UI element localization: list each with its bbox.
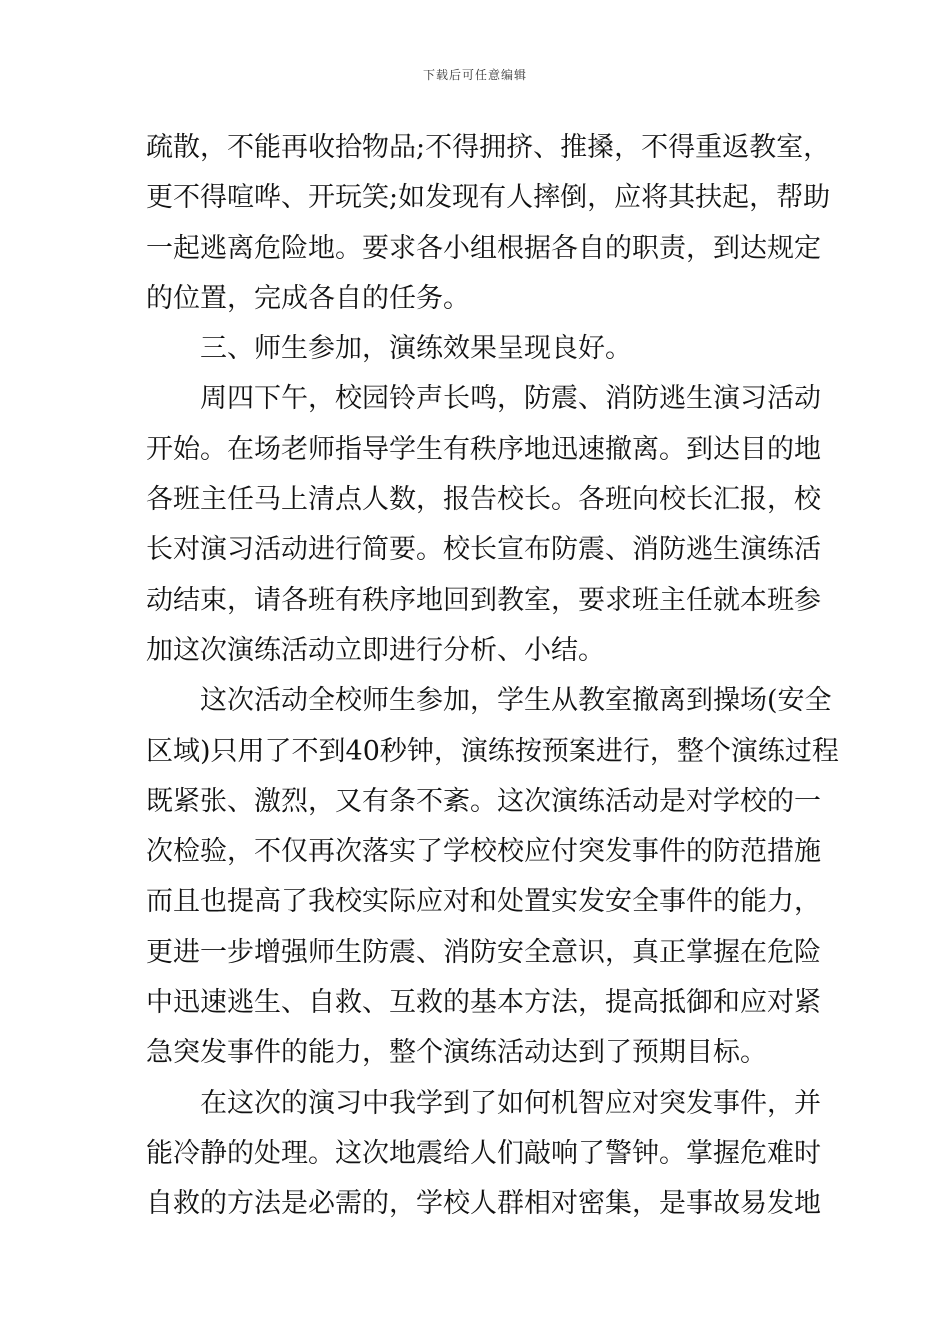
text-line-22: 自救的方法是必需的，学校人群相对密集，是事故易发地	[146, 1188, 821, 1220]
text-line-8: 各班主任马上清点人数，报告校长。各班向校长汇报，校	[146, 484, 821, 516]
text-line-21: 能冷静的处理。这次地震给人们敲响了警钟。掌握危难时	[146, 1137, 821, 1169]
text-line-16: 而且也提高了我校实际应对和处置实发安全事件的能力，	[146, 886, 821, 918]
text-line-1: 疏散，不能再收拾物品;不得拥挤、推搡，不得重返教室，	[146, 132, 831, 163]
text-line-11: 加这次演练活动立即进行分析、小结。	[146, 634, 605, 666]
text-line-6: 周四下午，校园铃声长鸣，防震、消防逃生演习活动	[200, 383, 821, 415]
text-line-18: 中迅速逃生、自救、互救的基本方法，提高抵御和应对紧	[146, 987, 821, 1019]
text-line-3: 一起逃离危险地。要求各小组根据各自的职责，到达规定	[146, 232, 821, 264]
text-line-2: 更不得喧哗、开玩笑;如发现有人摔倒，应将其扶起，帮助	[146, 182, 831, 214]
page-header-note: 下载后可任意编辑	[422, 68, 527, 82]
section-heading: 三、师生参加，演练效果呈现良好。	[200, 333, 632, 365]
text-line-12: 这次活动全校师生参加，学生从教室撤离到操场(安全	[200, 685, 832, 717]
text-line-20: 在这次的演习中我学到了如何机智应对突发事件，并	[200, 1087, 821, 1119]
text-line-17: 更进一步增强师生防震、消防安全意识，真正掌握在危险	[146, 936, 821, 968]
text-line-7: 开始。在场老师指导学生有秩序地迅速撤离。到达目的地	[146, 433, 821, 465]
text-line-13: 区域)只用了不到40秒钟，演练按预案进行，整个演练过程	[146, 735, 839, 767]
text-line-10: 动结束，请各班有秩序地回到教室，要求班主任就本班参	[146, 584, 821, 616]
document-body	[146, 123, 839, 1230]
text-line-9: 长对演习活动进行简要。校长宣布防震、消防逃生演练活	[146, 534, 821, 566]
text-line-15: 次检验，不仅再次落实了学校校应付突发事件的防范措施	[146, 836, 821, 868]
text-line-4: 的位置，完成各自的任务。	[146, 282, 470, 314]
text-line-19: 急突发事件的能力，整个演练活动达到了预期目标。	[146, 1037, 767, 1069]
text-line-14: 既紧张、激烈，又有条不紊。这次演练活动是对学校的一	[146, 785, 821, 817]
